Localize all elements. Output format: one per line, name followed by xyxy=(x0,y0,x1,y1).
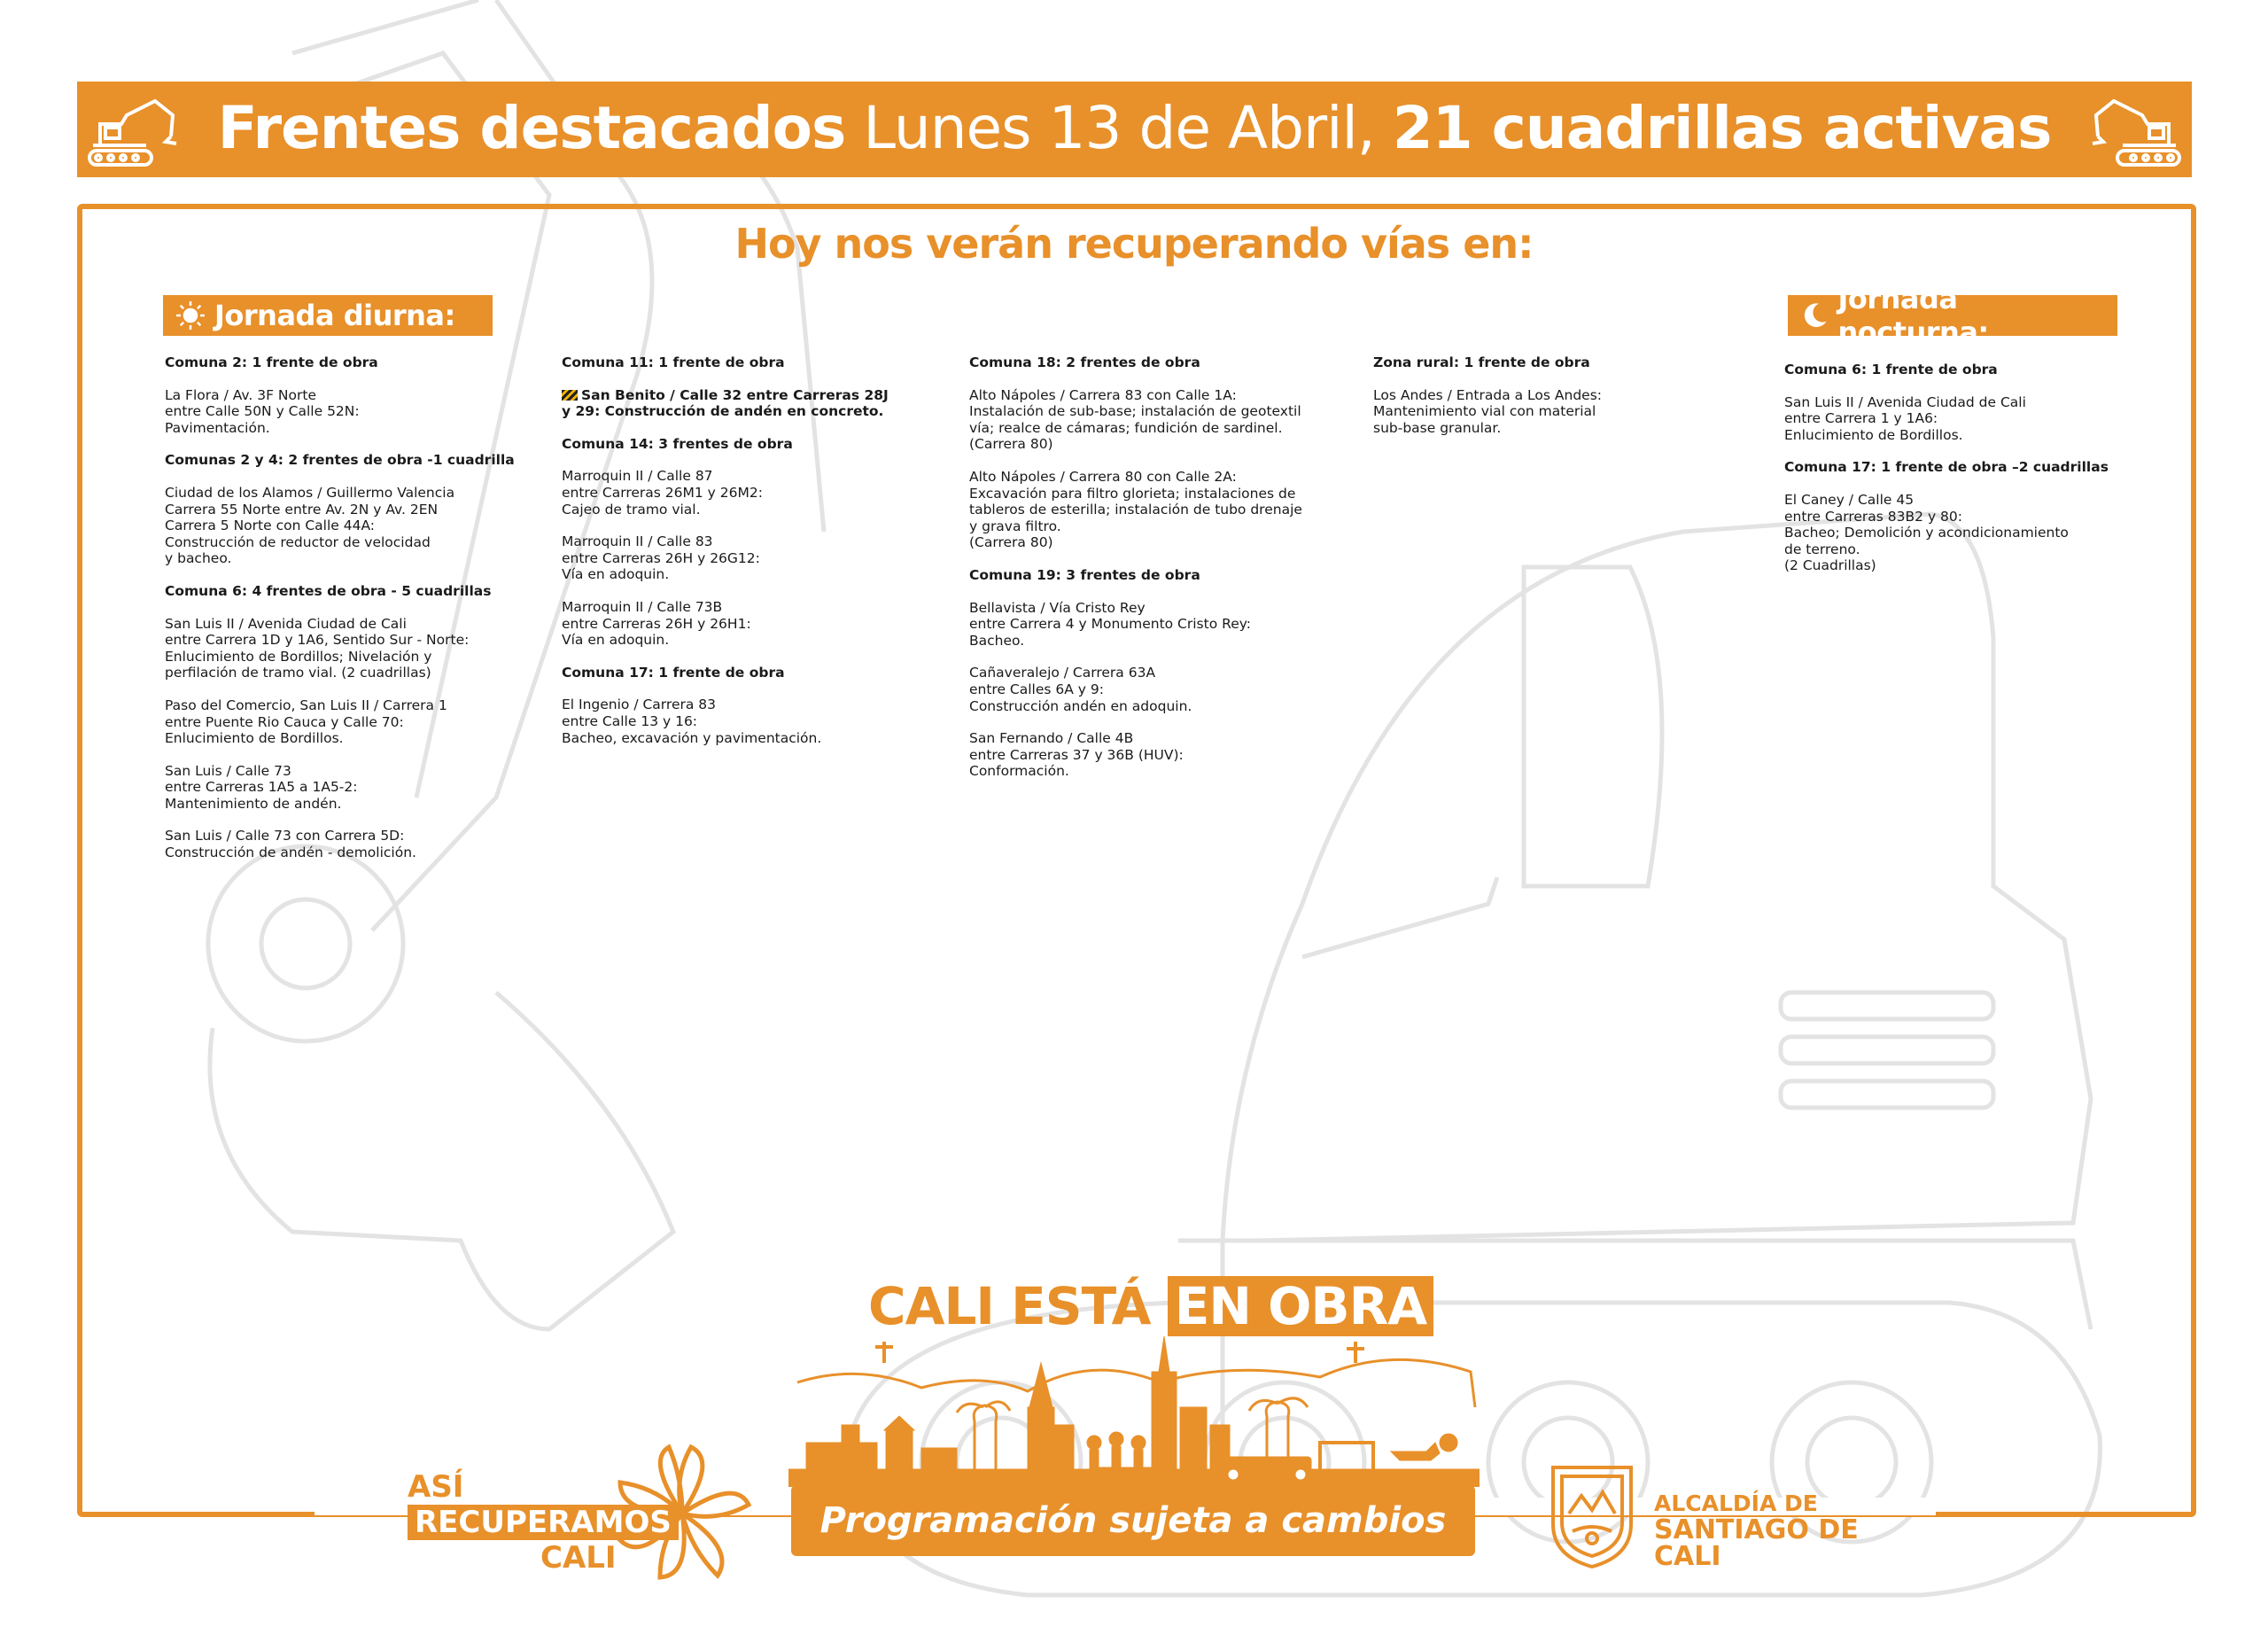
sun-icon xyxy=(175,300,206,331)
night-shift-badge xyxy=(1788,282,2117,349)
column-1 xyxy=(165,354,546,877)
section-heading: Comuna 2: 1 frente de obra xyxy=(165,354,378,370)
work-front-entry: Marroquin II / Calle 83 entre Carreras 26H y 26G12: Vía en adoquin. xyxy=(562,533,760,583)
header-title xyxy=(77,94,2192,162)
warning-sign-icon xyxy=(562,390,578,401)
work-front-entry: Cañaveralejo / Carrera 63A entre Calles 6A y 9: Construcción andén en adoquin. xyxy=(969,665,1192,714)
section-heading: Comuna 17: 1 frente de obra –2 cuadrillas xyxy=(1784,459,2109,476)
schedule-disclaimer: Programación sujeta a cambios xyxy=(819,1500,1447,1541)
header-title-crews: 21 cuadrillas activas xyxy=(1392,94,2052,162)
section-heading: Comuna 18: 2 frentes de obra xyxy=(969,354,1200,370)
day-shift-badge xyxy=(163,295,493,336)
page-subtitle: Hoy nos verán recuperando vías en: xyxy=(734,220,1534,268)
work-front-entry: Paso del Comercio, San Luis II / Carrera 1 entre Puente Rio Cauca y Calle 70: Enlucimiento de Bordillos. xyxy=(165,697,447,747)
work-front-entry: San Fernando / Calle 4B entre Carreras 37 y 36B (HUV): Conformación. xyxy=(969,730,1184,780)
work-front-entry: Alto Nápoles / Carrera 83 con Calle 1A: Instalación de sub-base; instalación de geotextil vía; realce de cámaras; fundición de sardinel. (Carrera 80) xyxy=(969,386,1301,453)
work-front-entry: La Flora / Av. 3F Norte entre Calle 50N y Calle 52N: Pavimentación. xyxy=(165,386,360,436)
header-title-lead: Frentes destacados xyxy=(217,94,846,162)
work-front-entry xyxy=(562,387,943,420)
column-2 xyxy=(562,354,943,762)
section-heading: Comuna 19: 3 frentes de obra xyxy=(969,566,1200,583)
work-front-entry: San Luis / Calle 73 con Carrera 5D: Construcción de andén - demolición. xyxy=(165,828,416,861)
header-title-date: Lunes 13 de Abril, xyxy=(863,94,1375,162)
moon-icon xyxy=(1800,300,1829,331)
header-banner xyxy=(77,82,2192,177)
column-4 xyxy=(1373,354,1710,452)
section-heading: Zona rural: 1 frente de obra xyxy=(1373,354,1590,370)
campaign-line-3: CALI xyxy=(540,1540,617,1576)
section-heading: Comuna 11: 1 frente de obra xyxy=(562,354,785,370)
campaign-line-2: RECUPERAMOS xyxy=(408,1505,679,1540)
work-front-entry: San Luis II / Avenida Ciudad de Cali entre Carrera 1D y 1A6, Sentido Sur - Norte: Enlucimiento de Bordillos; Nivelación y perfilación de tramo vial. (2 cuadrillas) xyxy=(165,615,470,681)
work-front-entry: Marroquin II / Calle 73B entre Carreras 26H y 26H1: Vía en adoquin. xyxy=(562,598,751,649)
section-heading: Comunas 2 y 4: 2 frentes de obra -1 cuadrilla xyxy=(165,452,515,469)
day-shift-label: Jornada diurna: xyxy=(214,299,455,332)
work-front-entry: Ciudad de los Alamos / Guillermo Valencia Carrera 55 Norte entre Av. 2N y Av. 2EN Carrera 5 Norte con Calle 44A: Construcción de reductor de velocidad y bacheo. xyxy=(165,484,455,567)
work-front-entry: San Luis II / Avenida Ciudad de Cali entre Carrera 1 y 1A6: Enlucimiento de Bordillos. xyxy=(1784,393,2026,443)
excavator-icon xyxy=(2087,89,2185,170)
alcaldia-line-1: ALCALDÍA DE xyxy=(1654,1490,1818,1516)
campaign-text xyxy=(408,1469,679,1576)
section-heading: Comuna 6: 1 frente de obra xyxy=(1784,362,1998,377)
column-3 xyxy=(969,354,1359,796)
work-front-entry: Marroquin II / Calle 87 entre Carreras 26M1 y 26M2: Cajeo de tramo vial. xyxy=(562,468,763,518)
column-5 xyxy=(1784,362,2139,590)
obra-title-part1: CALI ESTÁ xyxy=(868,1276,1151,1336)
work-front-entry: San Luis / Calle 73 entre Carreras 1A5 a 1A5-2: Mantenimiento de andén. xyxy=(165,762,358,812)
city-shield-icon xyxy=(1546,1460,1638,1570)
night-shift-label: Jornada nocturna: xyxy=(1837,282,1989,349)
section-heading: Comuna 14: 3 frentes de obra xyxy=(562,435,793,452)
campaign-line-1: ASÍ xyxy=(408,1469,464,1505)
work-front-entry: Los Andes / Entrada a Los Andes: Mantenimiento vial con material sub-base granular. xyxy=(1373,386,1603,436)
work-front-entry: Alto Nápoles / Carrera 80 con Calle 2A: Excavación para filtro glorieta; instalaciones de tableros de esterilla; instalación de tubo drenaje y grava filtro. (Carrera 80) xyxy=(969,468,1302,551)
work-front-entry: Bellavista / Vía Cristo Rey entre Carrera 4 y Monumento Cristo Rey: Bacheo. xyxy=(969,599,1251,649)
alcaldia-line-2: SANTIAGO DE CALI xyxy=(1654,1514,1859,1572)
work-front-text: San Benito / Calle 32 entre Carreras 28J y 29: Construcción de andén en concreto. xyxy=(562,386,889,420)
work-front-entry: El Caney / Calle 45 entre Carreras 83B2 y 80: Bacheo; Demolición y acondicionamiento de terreno. (2 Cuadrillas) xyxy=(1784,491,2069,574)
alcaldia-name xyxy=(1654,1490,1900,1570)
section-heading: Comuna 6: 4 frentes de obra - 5 cuadrillas xyxy=(165,582,492,599)
obra-title-part2: EN OBRA xyxy=(1168,1276,1433,1336)
cali-en-obra-title xyxy=(868,1276,1433,1336)
cali-skyline-illustration xyxy=(788,1336,1480,1487)
alcaldia-logo xyxy=(1546,1460,1900,1576)
schedule-disclaimer-banner xyxy=(791,1485,1475,1556)
work-front-entry: El Ingenio / Carrera 83 entre Calle 13 y 16: Bacheo, excavación y pavimentación. xyxy=(562,697,822,746)
section-heading: Comuna 17: 1 frente de obra xyxy=(562,664,785,681)
campaign-logo xyxy=(408,1443,771,1602)
